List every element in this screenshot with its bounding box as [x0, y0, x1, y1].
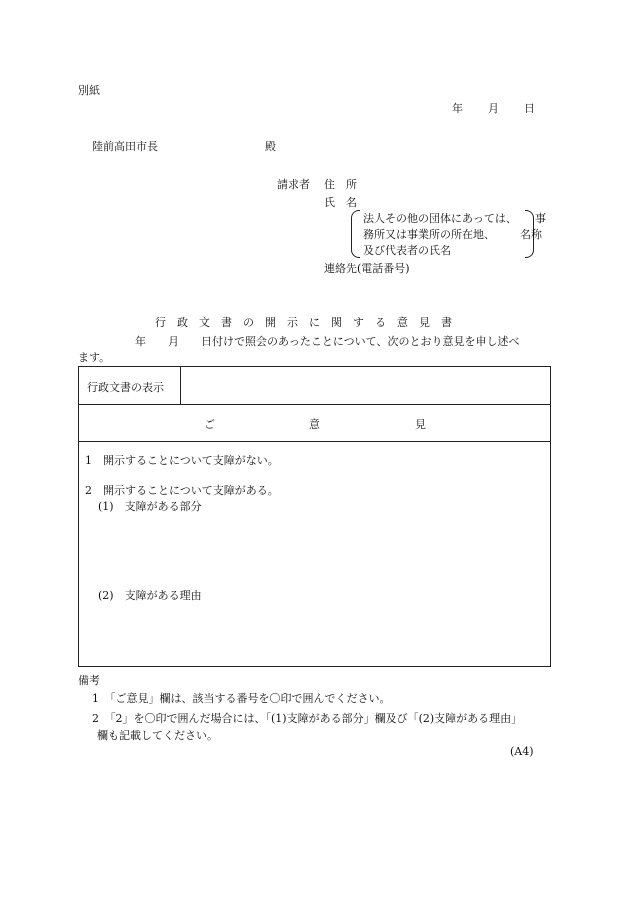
- address-label: 住 所: [324, 178, 357, 191]
- honorific: 殿: [265, 140, 276, 153]
- document-display-label: 行政文書の表示: [87, 381, 164, 394]
- date-line: 年 月 日: [452, 102, 536, 115]
- remark-1: 1 「ご意見」欄は、該当する番号を〇印で囲んでください。: [92, 692, 391, 705]
- addressee: 陸前高田市長: [92, 140, 158, 153]
- intro-line2: ます。: [78, 351, 111, 364]
- intro-line1: 年 月 日付けで照会のあったことについて、次のとおり意見を申し述べ: [135, 335, 520, 348]
- document-title: 行 政 文 書 の 開 示 に 関 す る 意 見 書: [155, 316, 452, 329]
- note-bracket-left: [351, 210, 360, 258]
- opinion-header-char2: 意: [309, 418, 320, 431]
- opinion-header-char1: ご: [204, 418, 215, 431]
- opinion-table: [78, 366, 551, 667]
- opinion-header-char3: 見: [415, 418, 426, 431]
- contact-label: 連絡先(電話番号): [324, 262, 410, 275]
- remark-2-line1: 2 「2」を〇印で囲んだ場合には、「(1)支障がある部分」欄及び「(2)支障がある理由」: [92, 712, 523, 725]
- corporate-note-line1: 法人その他の団体にあっては、: [363, 212, 517, 225]
- option-2-objection: 2 開示することについて支障がある。: [85, 484, 279, 497]
- remarks-title: 備考: [78, 674, 100, 687]
- objection-part-label: (1) 支障がある部分: [98, 500, 202, 513]
- corporate-note-line2: 務所又は事業所の所在地、: [363, 228, 495, 241]
- requester-label: 請求者: [277, 178, 310, 191]
- attachment-label: 別紙: [78, 84, 100, 97]
- table-divider-2: [79, 441, 550, 442]
- option-1-no-objection: 1 開示することについて支障がない。: [85, 454, 279, 467]
- paper-size-label: (A4): [510, 745, 534, 758]
- corporate-note-line3: 及び代表者の氏名: [363, 244, 451, 257]
- table-divider-vertical: [180, 367, 181, 405]
- corporate-note-line2-tail: 名称: [520, 228, 542, 241]
- remark-2-line2: 欄も記載してください。: [97, 729, 218, 742]
- table-divider-1: [79, 404, 550, 405]
- objection-reason-label: (2) 支障がある理由: [98, 589, 202, 602]
- corporate-note-line1-tail: 事: [535, 212, 546, 225]
- name-label: 氏 名: [324, 196, 357, 209]
